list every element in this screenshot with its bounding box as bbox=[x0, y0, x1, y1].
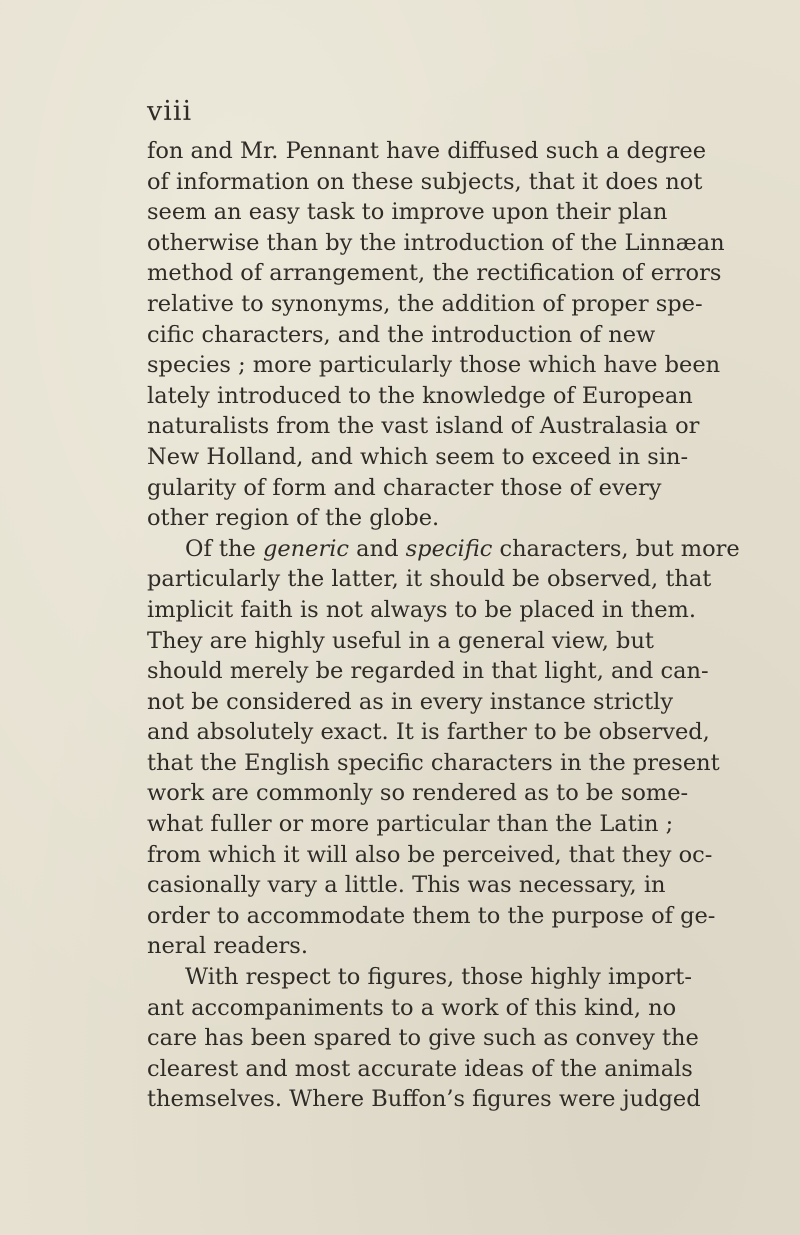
italic-term-generic: generic bbox=[262, 535, 350, 562]
text-line-paragraph-start: With respect to figures, those highly import- bbox=[185, 964, 692, 991]
page-number: viii bbox=[147, 96, 193, 127]
text-line: neral readers. bbox=[147, 933, 308, 960]
text-line: care has been spared to give such as convey the bbox=[147, 1025, 699, 1052]
text-line: otherwise than by the introduction of the Linnæan bbox=[147, 229, 725, 256]
text-line: method of arrangement, the rectification of errors bbox=[147, 260, 722, 287]
text-span: Of the bbox=[185, 535, 263, 562]
text-line: that the English specific characters in the present bbox=[147, 749, 720, 776]
text-line: casionally vary a little. This was necessary, in bbox=[147, 872, 666, 899]
text-line: relative to synonyms, the addition of proper spe- bbox=[147, 290, 703, 317]
text-line: not be considered as in every instance strictly bbox=[147, 688, 674, 715]
italic-term-specific: specific bbox=[405, 535, 493, 562]
text-line: and absolutely exact. It is farther to be observed, bbox=[147, 719, 710, 746]
text-line: particularly the latter, it should be observed, that bbox=[147, 566, 712, 593]
body-text bbox=[147, 136, 740, 1115]
text-line: They are highly useful in a general view, but bbox=[147, 627, 654, 654]
text-line: lately introduced to the knowledge of European bbox=[147, 382, 693, 409]
text-line: work are commonly so rendered as to be some- bbox=[147, 780, 689, 807]
text-span: characters, but more bbox=[492, 535, 740, 562]
text-line: seem an easy task to improve upon their plan bbox=[147, 199, 668, 226]
text-line: species ; more particularly those which have been bbox=[147, 352, 721, 379]
text-line: should merely be regarded in that light, and can- bbox=[147, 658, 709, 685]
text-line: of information on these subjects, that it does not bbox=[147, 168, 703, 195]
text-line: naturalists from the vast island of Australasia or bbox=[147, 413, 700, 440]
text-line: ant accompaniments to a work of this kind, no bbox=[147, 994, 677, 1021]
text-line: what fuller or more particular than the Latin ; bbox=[147, 811, 674, 838]
text-line: from which it will also be perceived, that they oc- bbox=[147, 841, 713, 868]
text-line: clearest and most accurate ideas of the animals bbox=[147, 1055, 693, 1082]
text-line: fon and Mr. Pennant have diffused such a degree bbox=[147, 138, 707, 164]
text-line: gularity of form and character those of every bbox=[147, 474, 662, 501]
text-line: implicit faith is not always to be placed in them. bbox=[147, 596, 697, 623]
text-line: themselves. Where Buffon’s figures were judged bbox=[147, 1086, 701, 1113]
text-line: order to accommodate them to the purpose of ge- bbox=[147, 902, 716, 929]
text-line: New Holland, and which seem to exceed in sin- bbox=[147, 443, 689, 470]
text-line: cific characters, and the introduction of new bbox=[147, 321, 656, 348]
text-line-paragraph-start bbox=[147, 534, 740, 565]
text-line: other region of the globe. bbox=[147, 505, 440, 532]
text-span: and bbox=[349, 535, 406, 562]
